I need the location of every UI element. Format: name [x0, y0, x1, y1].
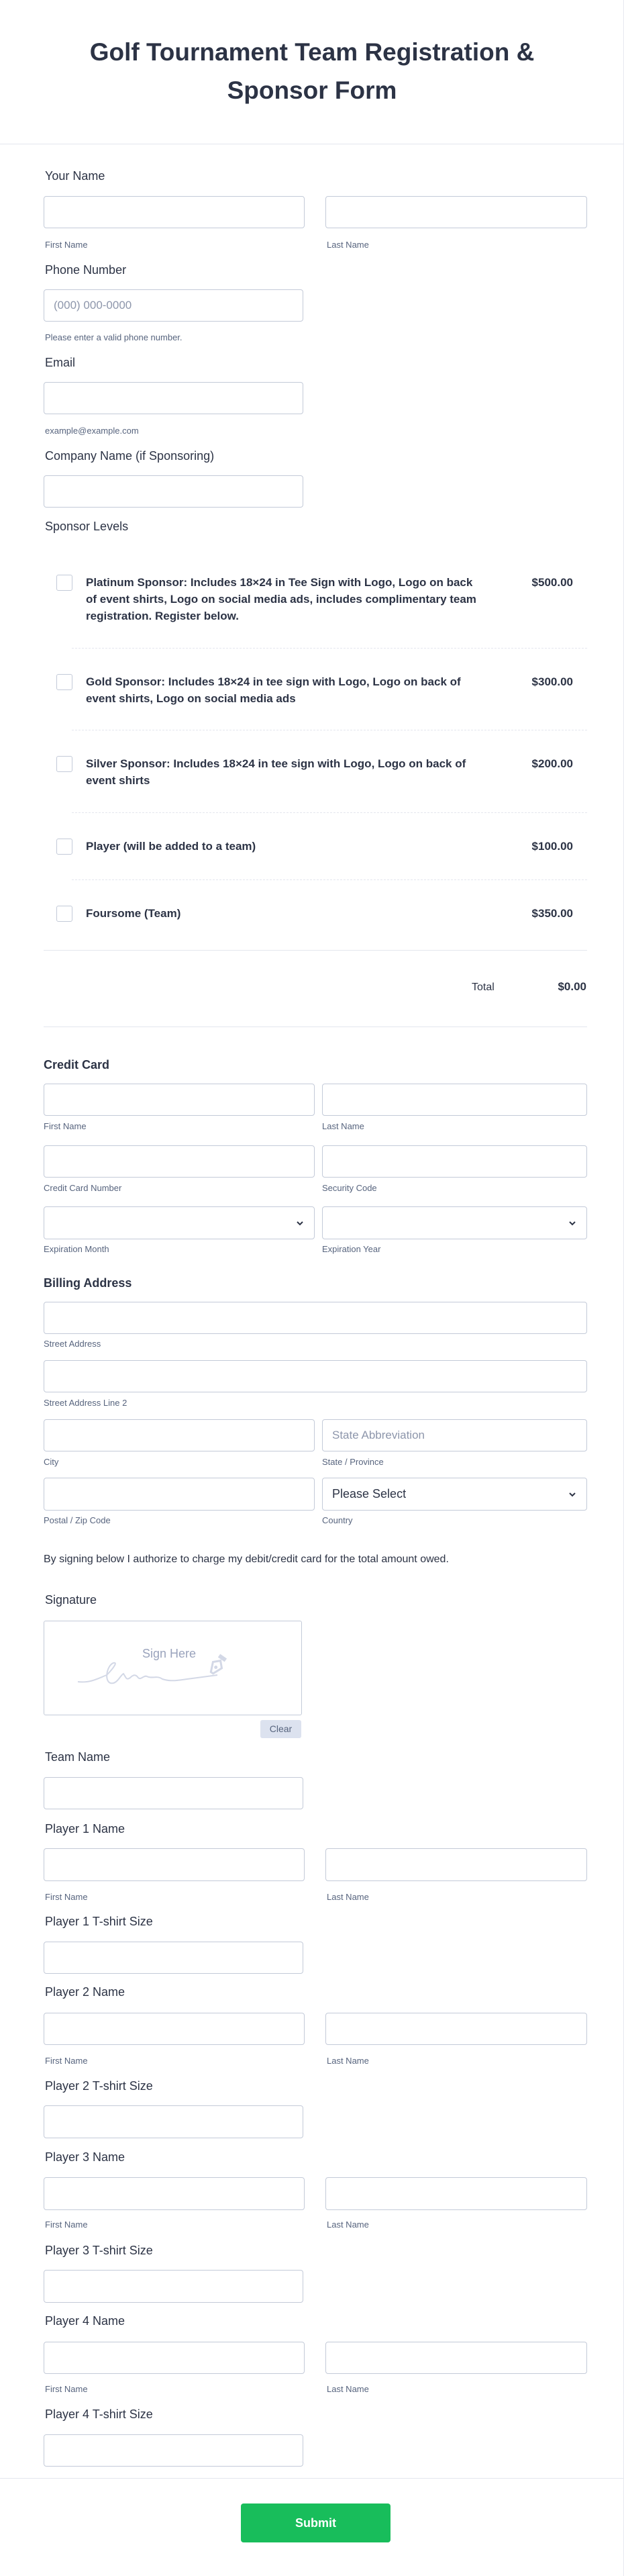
team-name-label: Team Name [45, 1750, 111, 1764]
state-sublabel: State / Province [322, 1457, 384, 1467]
signature-clear-button[interactable]: Clear [260, 1720, 301, 1738]
sponsor-checkbox-silver[interactable] [56, 756, 72, 772]
player-3-first-sublabel: First Name [45, 2220, 88, 2230]
exp-year-select[interactable] [322, 1206, 587, 1239]
sponsor-checkbox-player[interactable] [56, 839, 72, 855]
signature-scribble-icon [76, 1648, 278, 1688]
cc-security-sublabel: Security Code [322, 1183, 377, 1193]
company-label: Company Name (if Sponsoring) [45, 449, 215, 463]
country-select[interactable] [322, 1478, 587, 1511]
sponsor-checkbox-foursome[interactable] [56, 906, 72, 922]
email-help: example@example.com [45, 426, 139, 436]
sponsor-item-silver: Silver Sponsor: Includes 18×24 in tee sign with Logo, Logo on back of event shirts [86, 757, 466, 787]
country-select-value: Please Select [332, 1487, 407, 1500]
player-1-shirt-input[interactable] [44, 1942, 303, 1974]
player-4-name-label: Player 4 Name [45, 2314, 125, 2328]
total-value: $0.00 [558, 980, 586, 993]
phone-input[interactable] [44, 289, 303, 322]
player-2-name-label: Player 2 Name [45, 1985, 125, 1999]
player-1-first-sublabel: First Name [45, 1892, 88, 1902]
first-name-input[interactable] [44, 196, 305, 228]
player-2-shirt-label: Player 2 T-shirt Size [45, 2079, 153, 2093]
item-divider [72, 812, 587, 813]
pen-nib-icon [207, 1653, 227, 1676]
street-address-sublabel: Street Address [44, 1339, 101, 1349]
street-address-input[interactable] [44, 1302, 587, 1334]
zip-input[interactable] [44, 1478, 315, 1511]
exp-month-select[interactable] [44, 1206, 315, 1239]
sponsor-checkbox-gold[interactable] [56, 674, 72, 690]
player-4-last-sublabel: Last Name [327, 2384, 369, 2394]
player-2-last-name-input[interactable] [325, 2013, 587, 2045]
cc-number-sublabel: Credit Card Number [44, 1183, 122, 1193]
authorization-text: By signing below I authorize to charge my debit/credit card for the total amount owed. [44, 1554, 449, 1565]
total-label: Total [472, 982, 495, 993]
player-1-first-name-input[interactable] [44, 1848, 305, 1881]
sponsor-price-gold: $300.00 [531, 675, 573, 688]
player-3-last-sublabel: Last Name [327, 2220, 369, 2230]
player-3-name-label: Player 3 Name [45, 2150, 125, 2164]
sponsor-price-player: $100.00 [531, 840, 573, 853]
sponsor-levels-label: Sponsor Levels [45, 520, 129, 533]
player-1-last-sublabel: Last Name [327, 1892, 369, 1902]
player-3-shirt-label: Player 3 T-shirt Size [45, 2244, 153, 2257]
chevron-down-icon [568, 1219, 577, 1228]
first-name-sublabel: First Name [45, 240, 88, 250]
sponsor-item-gold: Gold Sponsor: Includes 18×24 in tee sign with Logo, Logo on back of event shirts, Logo on social media ads [86, 675, 461, 705]
exp-month-sublabel: Expiration Month [44, 1244, 109, 1254]
sponsor-item-foursome: Foursome (Team) [86, 907, 181, 920]
team-name-input[interactable] [44, 1777, 303, 1809]
phone-label: Phone Number [45, 263, 127, 277]
player-3-last-name-input[interactable] [325, 2177, 587, 2210]
form-title-line2: Sponsor Form [227, 77, 397, 104]
player-1-last-name-input[interactable] [325, 1848, 587, 1881]
country-sublabel: Country [322, 1515, 353, 1525]
cc-last-name-sublabel: Last Name [322, 1121, 364, 1131]
sponsor-item-platinum: Platinum Sponsor: Includes 18×24 in Tee Sign with Logo, Logo on back of event shirts, Logo on social media ads, includes complimentary team registration. Register below. [86, 576, 476, 622]
sponsor-price-foursome: $350.00 [531, 907, 573, 920]
street-address-2-sublabel: Street Address Line 2 [44, 1398, 127, 1408]
player-1-name-label: Player 1 Name [45, 1822, 125, 1835]
player-4-first-name-input[interactable] [44, 2342, 305, 2374]
player-4-shirt-label: Player 4 T-shirt Size [45, 2407, 153, 2421]
item-divider [72, 648, 587, 649]
state-input[interactable] [322, 1419, 587, 1451]
total-divider [44, 950, 587, 951]
item-divider [72, 879, 587, 880]
sponsor-price-platinum: $500.00 [531, 576, 573, 589]
signature-placeholder: Sign Here [142, 1647, 197, 1660]
city-sublabel: City [44, 1457, 59, 1467]
player-4-shirt-input[interactable] [44, 2434, 303, 2467]
cc-last-name-input[interactable] [322, 1084, 587, 1116]
player-4-last-name-input[interactable] [325, 2342, 587, 2374]
last-name-sublabel: Last Name [327, 240, 369, 250]
exp-year-sublabel: Expiration Year [322, 1244, 381, 1254]
phone-help: Please enter a valid phone number. [45, 332, 183, 342]
billing-address-title: Billing Address [44, 1276, 132, 1290]
your-name-label: Your Name [45, 169, 105, 183]
email-input[interactable] [44, 382, 303, 414]
street-address-2-input[interactable] [44, 1360, 587, 1392]
email-label: Email [45, 356, 76, 369]
signature-label: Signature [45, 1593, 97, 1607]
player-4-first-sublabel: First Name [45, 2384, 88, 2394]
player-3-shirt-input[interactable] [44, 2270, 303, 2303]
player-2-first-sublabel: First Name [45, 2056, 88, 2066]
credit-card-title: Credit Card [44, 1058, 110, 1071]
sponsor-price-silver: $200.00 [531, 757, 573, 770]
chevron-down-icon [295, 1219, 305, 1228]
footer-divider [0, 2478, 624, 2479]
cc-first-name-input[interactable] [44, 1084, 315, 1116]
form-title-line1: Golf Tournament Team Registration & [89, 38, 535, 66]
player-3-first-name-input[interactable] [44, 2177, 305, 2210]
city-input[interactable] [44, 1419, 315, 1451]
chevron-down-icon [568, 1490, 577, 1499]
company-input[interactable] [44, 475, 303, 508]
cc-number-input[interactable] [44, 1145, 315, 1178]
player-2-first-name-input[interactable] [44, 2013, 305, 2045]
cc-security-code-input[interactable] [322, 1145, 587, 1178]
zip-sublabel: Postal / Zip Code [44, 1515, 111, 1525]
signature-pad[interactable] [44, 1621, 302, 1715]
submit-button[interactable]: Submit [241, 2503, 391, 2542]
sponsor-item-player: Player (will be added to a team) [86, 840, 256, 853]
last-name-input[interactable] [325, 196, 587, 228]
player-2-last-sublabel: Last Name [327, 2056, 369, 2066]
sponsor-checkbox-platinum[interactable] [56, 575, 72, 591]
cc-first-name-sublabel: First Name [44, 1121, 87, 1131]
player-2-shirt-input[interactable] [44, 2105, 303, 2138]
player-1-shirt-label: Player 1 T-shirt Size [45, 1915, 153, 1928]
